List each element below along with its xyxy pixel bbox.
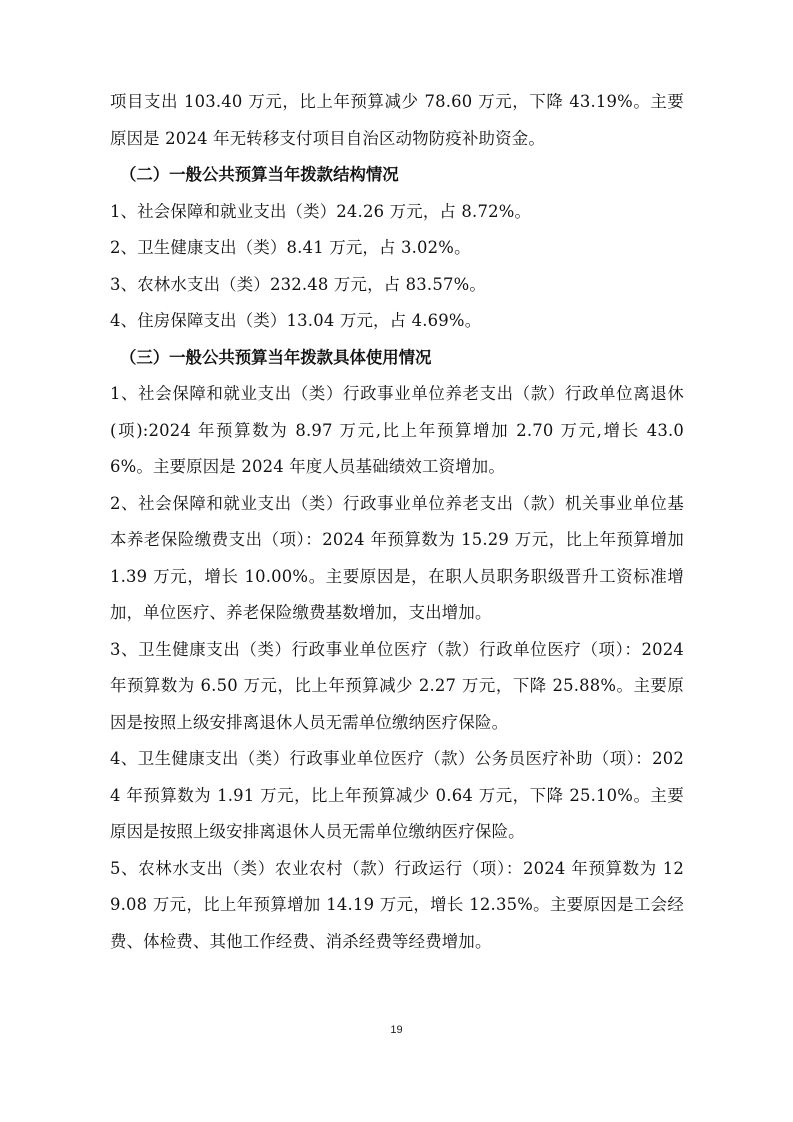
structure-item-health: 2、卫生健康支出（类）8.41 万元，占 3.02%。 (110, 238, 471, 257)
usage-item-pension-insurance: 2、社会保障和就业支出（类）行政事业单位养老支出（款）机关事业单位基本养老保险缴费支出（项）：2024 年预算数为 15.29 万元，比上年预算增加 1.39 万元，增长 10.00%。主要原因是，在职人员职务职级晋升工资标准增加，单位医疗、养老保险缴费基数增加，支出增加。 (110, 493, 684, 622)
section-heading-structure: （二）一般公共预算当年拨款结构情况 (120, 165, 399, 184)
usage-item-retirement: 1、社会保障和就业支出（类）行政事业单位养老支出（款）行政单位离退休(项):2024 年预算数为 8.97 万元,比上年预算增加 2.70 万元,增长 43.06%。主要原因是 2024 年度人员基础绩效工资增加。 (110, 384, 684, 476)
usage-item-admin-medical: 3、卫生健康支出（类）行政事业单位医疗（款）行政单位医疗（项）：2024 年预算数为 6.50 万元，比上年预算减少 2.27 万元，下降 25.88%。主要原因是按照上级安排离退休人员无需单位缴纳医疗保险。 (110, 639, 684, 732)
document-body (110, 84, 684, 960)
structure-item-social-security: 1、社会保障和就业支出（类）24.26 万元，占 8.72%。 (110, 201, 532, 221)
structure-item-agriculture: 3、农林水支出（类）232.48 万元，占 83.57%。 (110, 274, 486, 294)
usage-item-civil-servant-medical: 4、卫生健康支出（类）行政事业单位医疗（款）公务员医疗补助（项）：2024 年预算数为 1.91 万元，比上年预算减少 0.64 万元，下降 25.10%。主要原因是按照上级安排离退休人员无需单位缴纳医疗保险。 (110, 749, 684, 841)
section-heading-usage: （三）一般公共预算当年拨款具体使用情况 (120, 347, 432, 367)
paragraph-project-expenditure: 项目支出 103.40 万元，比上年预算减少 78.60 万元，下降 43.19%。主要原因是 2024 年无转移支付项目自治区动物防疫补助资金。 (110, 92, 684, 148)
page-number: 19 (390, 1024, 403, 1036)
usage-item-admin-operation: 5、农林水支出（类）农业农村（款）行政运行（项）：2024 年预算数为 129.08 万元，比上年预算增加 14.19 万元，增长 12.35%。主要原因是工会经费、体检费、其他工作经费、消杀经费等经费增加。 (110, 858, 684, 951)
structure-item-housing: 4、住房保障支出（类）13.04 万元，占 4.69%。 (110, 311, 482, 330)
